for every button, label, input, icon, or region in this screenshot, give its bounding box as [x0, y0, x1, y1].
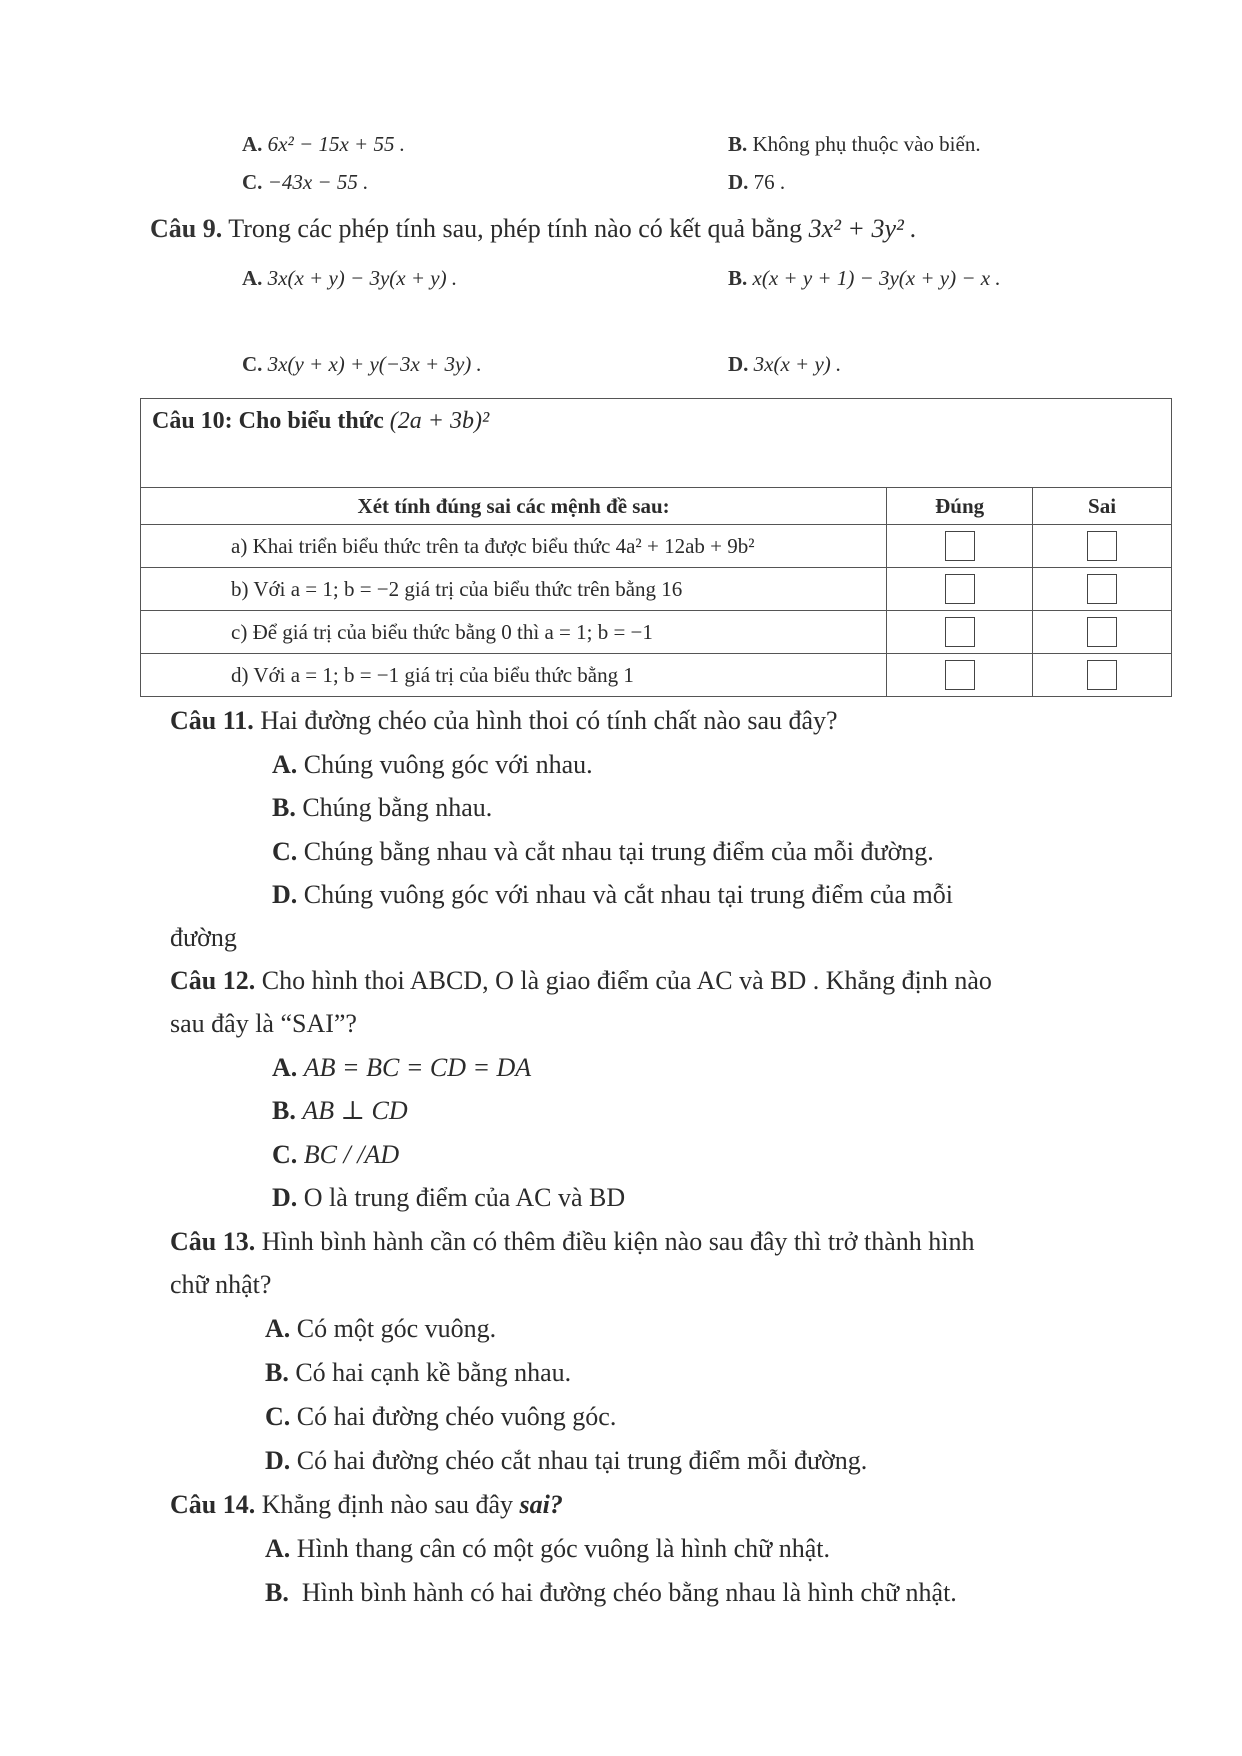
q10-header-true: Đúng — [887, 488, 1033, 525]
q8-option-b: B. Không phụ thuộc vào biến. — [728, 132, 981, 156]
q10-row — [141, 611, 1172, 654]
q10-header-row — [141, 488, 1172, 525]
q10-row — [141, 525, 1172, 568]
q13-option-b: B. Có hai cạnh kề bằng nhau. — [265, 1358, 572, 1387]
q12-option-d: D. O là trung điểm của AC và BD — [272, 1183, 626, 1212]
q8-option-c: C. −43x − 55 . — [242, 170, 369, 194]
q13-option-d: D. Có hai đường chéo cắt nhau tại trung điểm mỗi đường. — [265, 1446, 868, 1475]
q10-row-a-true-checkbox[interactable] — [945, 531, 975, 561]
q10-row-d-true-checkbox[interactable] — [945, 660, 975, 690]
q10-header-statement: Xét tính đúng sai các mệnh đề sau: — [141, 488, 887, 525]
q13-stem-line1: Câu 13. Hình bình hành cần có thêm điều kiện nào sau đây thì trở thành hình — [170, 1227, 975, 1256]
q14-option-b: B. Hình bình hành có hai đường chéo bằng nhau là hình chữ nhật. — [265, 1578, 957, 1607]
q9-option-b: B. x(x + y + 1) − 3y(x + y) − x . — [728, 266, 1001, 290]
q10-row-b-false-checkbox[interactable] — [1087, 574, 1117, 604]
q9-option-d: D. 3x(x + y) . — [728, 352, 842, 376]
q10-row-b-text: b) Với a = 1; b = −2 giá trị của biểu thức trên bằng 16 — [141, 568, 887, 611]
q10-row-b-true-checkbox[interactable] — [945, 574, 975, 604]
q11-option-b: B. Chúng bằng nhau. — [272, 793, 493, 822]
q11-option-d-continued: đường — [170, 923, 237, 952]
q10-row-a-text: a) Khai triển biểu thức trên ta được biểu thức 4a² + 12ab + 9b² — [141, 525, 887, 568]
q10-row-a-false-checkbox[interactable] — [1087, 531, 1117, 561]
q10-row — [141, 654, 1172, 697]
q13-option-c: C. Có hai đường chéo vuông góc. — [265, 1402, 617, 1431]
q10-row-c-true-checkbox[interactable] — [945, 617, 975, 647]
q12-option-a: A. AB = BC = CD = DA — [272, 1053, 532, 1082]
q12-stem-line1: Câu 12. Cho hình thoi ABCD, O là giao điểm của AC và BD . Khẳng định nào — [170, 966, 992, 995]
q13-option-a: A. Có một góc vuông. — [265, 1314, 497, 1343]
q11-option-a: A. Chúng vuông góc với nhau. — [272, 750, 593, 779]
q9-option-a: A. 3x(x + y) − 3y(x + y) . — [242, 266, 458, 290]
q12-stem-line2: sau đây là “SAI”? — [170, 1009, 357, 1038]
q10-row-d-false-checkbox[interactable] — [1087, 660, 1117, 690]
q10-row — [141, 568, 1172, 611]
q9-option-c: C. 3x(y + x) + y(−3x + 3y) . — [242, 352, 482, 376]
q10-title: Câu 10: Cho biểu thức (2a + 3b)² — [152, 408, 490, 434]
q10-row-c-false-checkbox[interactable] — [1087, 617, 1117, 647]
q11-option-c: C. Chúng bằng nhau và cắt nhau tại trung điểm của mỗi đường. — [272, 837, 934, 866]
q9-stem: Câu 9. Trong các phép tính sau, phép tính nào có kết quả bằng 3x² + 3y² . — [150, 214, 917, 243]
q10-row-d-text: d) Với a = 1; b = −1 giá trị của biểu thức bằng 1 — [141, 654, 887, 697]
q12-option-c: C. BC / /AD — [272, 1140, 400, 1169]
q14-stem: Câu 14. Khẳng định nào sau đây sai? — [170, 1490, 563, 1519]
q10-row-c-text: c) Để giá trị của biểu thức bằng 0 thì a = 1; b = −1 — [141, 611, 887, 654]
q10-header-false: Sai — [1033, 488, 1172, 525]
q13-stem-line2: chữ nhật? — [170, 1270, 272, 1299]
q10-table — [140, 487, 1172, 697]
q11-option-d: D. Chúng vuông góc với nhau và cắt nhau tại trung điểm của mỗi — [272, 880, 953, 909]
q8-option-d: D. 76 . — [728, 170, 786, 194]
q14-option-a: A. Hình thang cân có một góc vuông là hình chữ nhật. — [265, 1534, 831, 1563]
q8-option-a: A. 6x² − 15x + 55 . — [242, 132, 405, 156]
q11-stem: Câu 11. Hai đường chéo của hình thoi có tính chất nào sau đây? — [170, 706, 838, 735]
q12-option-b: B. AB ⊥ CD — [272, 1096, 408, 1125]
